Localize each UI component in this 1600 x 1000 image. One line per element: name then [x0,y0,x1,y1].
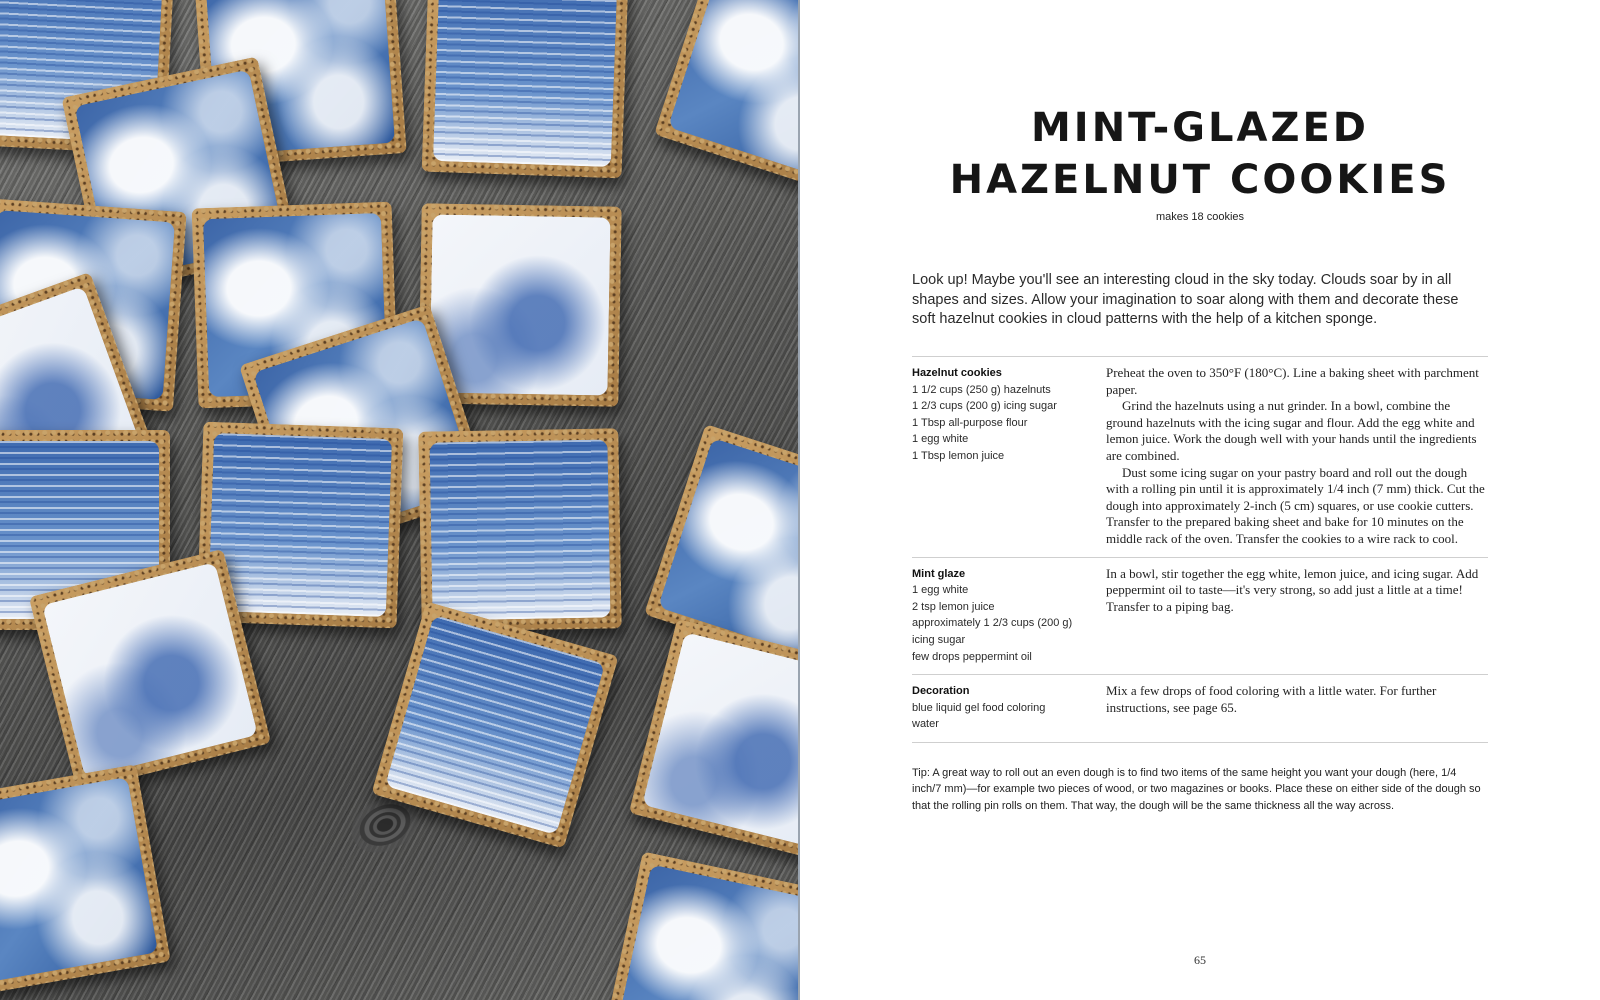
recipe-intro: Look up! Maybe you'll see an interesting cloud in the sky today. Clouds soar by in all shapes and sizes. Allow your imagination to soar along with them and decorate these soft hazelnut cookies in cloud patterns with the help of a kitchen sponge. [912,272,1459,327]
ingredient-list [912,700,1106,733]
method-step: Preheat the oven to 350°F (180°C). Line a baking sheet with parchment paper. [1106,365,1479,397]
section-heading: Hazelnut cookies [912,367,1002,379]
cookie [422,0,629,178]
ingredient-item: few drops peppermint oil [912,650,1032,663]
cookie [654,0,800,196]
recipe-tip: Tip: A great way to roll out an even dough is to find two items of the same height you want your dough (here, 1/4 inch/7 mm)—for example two pieces of wood, or two magazines or books. Place these on either side of the dough so that the rolling pin rolls on them. That way, the dough will be the same thickness all the way across. [912,767,1481,812]
recipe-page [800,0,1600,1000]
ingredient-list [912,382,1106,465]
recipe-section-hazelnut-cookies [912,356,1488,557]
method-step: Dust some icing sugar on your pastry board and roll out the dough with a rolling pin until it is approximately 1/4 inch (7 mm) thick. Cut the dough into approximately 2-inch (5 cm) squares, or use cookie cutters. Transfer to the prepared baking sheet and bake for 10 minutes on the middle rack of the oven. Transfer the cookies to a wire rack to cool. [1106,464,1485,546]
ingredient-item: 1 egg white [912,433,969,446]
method-step: Grind the hazelnuts using a nut grinder. In a bowl, combine the ground hazelnuts with the icing sugar and flour. Add the egg white and lemon juice. Work the dough well with your hands until the ingredients are combined. [1106,398,1477,463]
recipe-yield: makes 18 cookies [1155,211,1245,223]
title-line-1: MINT-GLAZED [1031,105,1369,151]
page-number: 65 [1194,953,1206,967]
ingredient-item: 1 Tbsp lemon juice [912,449,1005,462]
cookie [629,619,800,861]
recipe-section-decoration [912,674,1488,743]
ingredient-item: water [912,718,939,731]
ingredients-column [912,566,1106,666]
cookie [0,764,171,996]
ingredient-item: 1 2/3 cups (200 g) icing sugar [912,400,1057,413]
ingredient-item: approximately 1 2/3 cups (200 g) [912,617,1073,630]
method-column [1106,365,1488,548]
ingredient-item: 1 egg white [912,584,969,597]
ingredients-column [912,683,1106,733]
section-heading: Mint glaze [912,567,966,580]
ingredients-column [912,365,1106,548]
ingredient-item: blue liquid gel food coloring [912,701,1046,714]
recipe-table [912,356,1488,743]
ingredient-item: icing sugar [912,633,966,646]
recipe-section-mint-glaze [912,557,1488,675]
method-column [1106,566,1488,666]
section-heading: Decoration [912,685,970,698]
method-column [1106,683,1488,733]
ingredient-item: 1 1/2 cups (250 g) hazelnuts [912,383,1051,396]
title-line-2: HAZELNUT COOKIES [949,157,1451,203]
ingredient-list [912,582,1106,665]
cookie [601,851,800,1000]
ingredient-item: 2 tsp lemon juice [912,600,995,613]
recipe-title [900,102,1500,206]
method-step: Mix a few drops of food coloring with a little water. For further instructions, see page 65. [1106,683,1437,715]
ingredient-item: 1 Tbsp all-purpose flour [912,416,1028,429]
cookie [418,428,621,631]
method-step: In a bowl, stir together the egg white, lemon juice, and icing sugar. Add peppermint oil to taste—it's very strong, so add just a little at a time! Transfer to a piping bag. [1106,565,1479,614]
